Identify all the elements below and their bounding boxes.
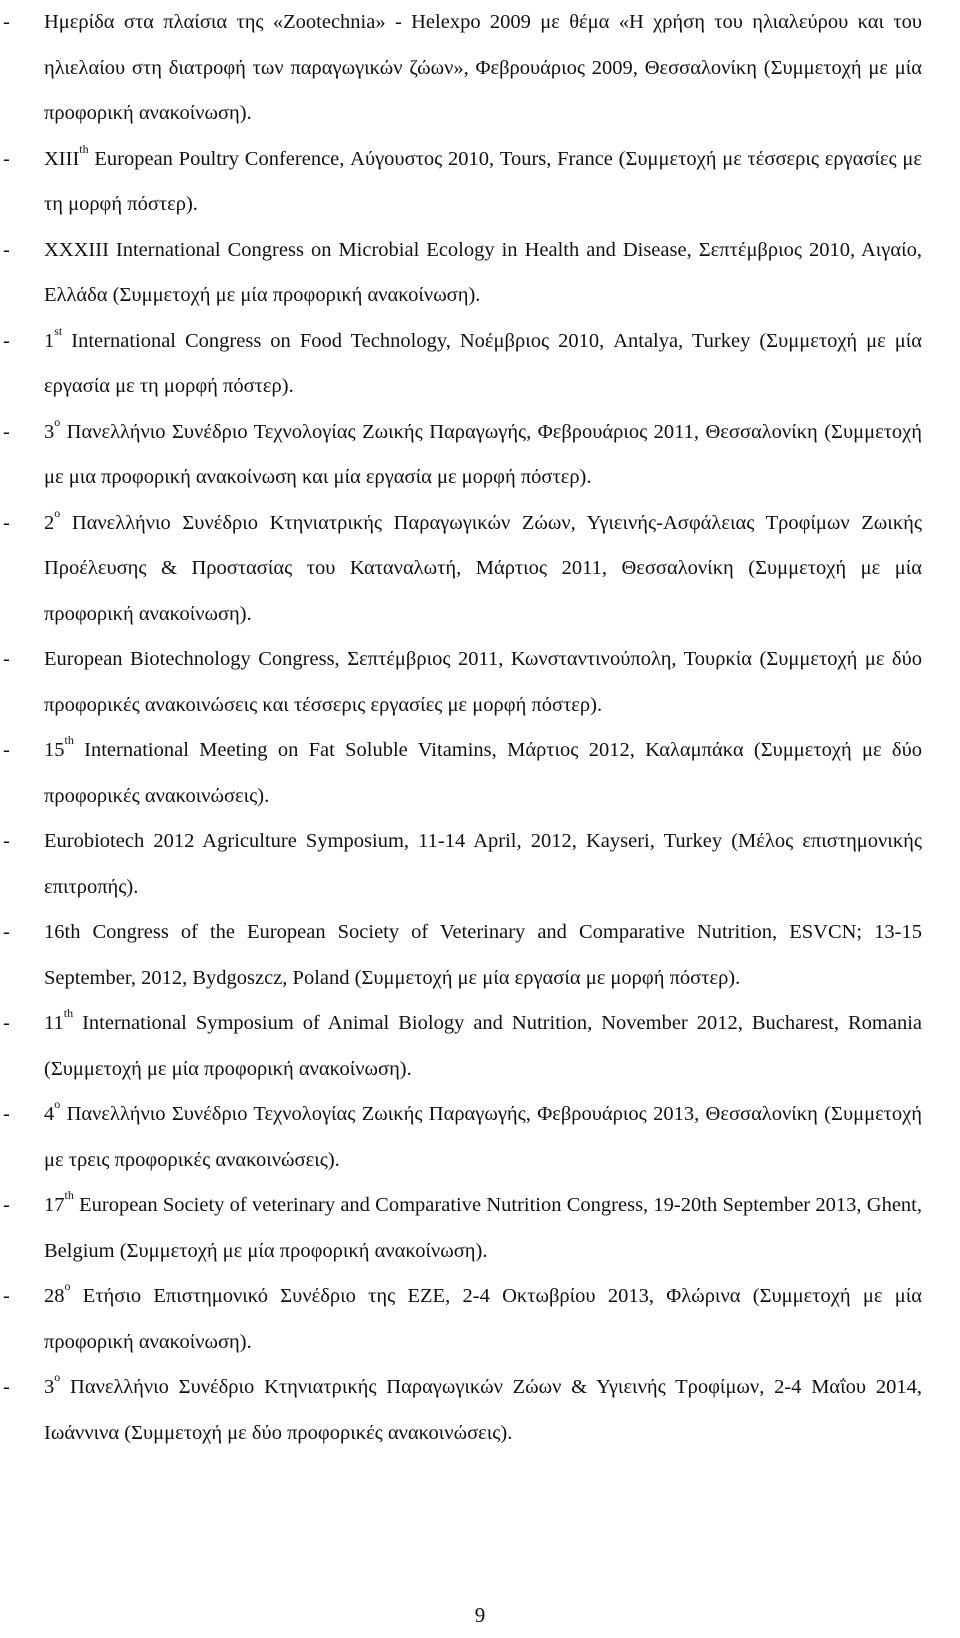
ordinal-suffix: st [54,323,63,338]
entry-text-continued: International Meeting on Fat Soluble Vitamins, Μάρτιος 2012, Καλαμπάκα (Συμμετοχή με δύο προφορικές ανακοινώσεις). [44,739,922,807]
bullet-dash: - [3,11,10,33]
ordinal-suffix: th [64,1188,74,1203]
entry-text-continued: Πανελλήνιο Συνέδριο Κτηνιατρικής Παραγωγικών Ζώων, Υγιεινής-Ασφάλειας Τροφίμων Ζωικής Προέλευσης & Προστασίας του Καταναλωτή, Μάρτιος 2011, Θεσσαλονίκη (Συμμετοχή με μία προφορική ανακοίνωση). [44,511,922,625]
ordinal-suffix: ο [54,414,61,429]
bullet-dash: - [3,238,10,261]
list-item [0,1183,960,1274]
entry-text: 15 [44,739,65,761]
entry-text: 28 [44,1285,65,1307]
bullet-dash: - [3,511,10,534]
entry-text: European Biotechnology Congress, Σεπτέμβριος 2011, Κωνσταντινούπολη, Τουρκία (Συμμετοχή με δύο προφορικές ανακοινώσεις και τέσσερις εργασίες με μορφή πόστερ). [44,648,922,716]
ordinal-suffix: th [79,141,89,156]
entry-text-continued: Πανελλήνιο Συνέδριο Τεχνολογίας Ζωικής Παραγωγής, Φεβρουάριος 2013, Θεσσαλονίκη (Συμμετοχή με τρεις προφορικές ανακοινώσεις). [44,1103,922,1171]
bullet-dash: - [3,147,10,170]
entry-text-continued: International Symposium of Animal Biology and Nutrition, November 2012, Bucharest, Romania (Συμμετοχή με μία προφορική ανακοίνωση). [44,1012,922,1080]
list-item [0,819,960,910]
bullet-dash: - [3,420,10,443]
list-item [0,0,960,137]
entry-text: 2 [44,511,55,534]
page-number: 9 [474,1603,486,1627]
entry-text-continued: European Society of veterinary and Comparative Nutrition Congress, 19-20th September 2013, Ghent, Belgium (Συμμετοχή με μία προφορική ανακοίνωση). [44,1194,922,1262]
bullet-dash: - [3,1012,10,1034]
entry-text: Eurobiotech 2012 Agriculture Symposium, 11-14 April, 2012, Kayseri, Turkey (Μέλος επιστημονικής επιτροπής). [44,830,922,898]
ordinal-suffix: th [64,733,74,748]
bullet-dash: - [3,1285,10,1307]
list-item [0,319,960,410]
list-item [0,728,960,819]
ordinal-suffix: th [63,1006,74,1021]
bullet-dash: - [3,921,10,943]
entry-text-continued: International Congress on Food Technology, Νοέμβριος 2010, Antalya, Turkey (Συμμετοχή με μία εργασία με τη μορφή πόστερ). [44,329,922,397]
bullet-dash: - [3,648,10,670]
entry-text: 3 [44,420,55,443]
list-item [0,1092,960,1183]
list-item [0,137,960,228]
entry-text-continued: European Poultry Conference, Αύγουστος 2010, Tours, France (Συμμετοχή με τέσσερις εργασίες με τη μορφή πόστερ). [44,147,922,215]
entry-text: 3 [44,1376,55,1398]
entry-text: XXXIII International Congress on Microbial Ecology in Health and Disease, Σεπτέμβριος 2010, Αιγαίο, Ελλάδα (Συμμετοχή με μία προφορική ανακοίνωση). [44,238,922,306]
entry-text: 1 [44,329,55,352]
bullet-dash: - [3,739,10,761]
entry-text: 17 [44,1194,65,1216]
bullet-dash: - [3,830,10,852]
bullet-dash: - [3,1376,10,1398]
bullet-dash: - [3,1194,10,1216]
bullet-dash: - [3,1103,10,1125]
list-item [0,637,960,728]
list-item [0,910,960,1001]
list-item [0,501,960,638]
list-item [0,1365,960,1456]
entry-text: 4 [44,1103,55,1125]
list-item [0,1001,960,1092]
bullet-dash: - [3,329,10,352]
ordinal-suffix: ο [54,505,61,520]
ordinal-suffix: ο [54,1097,61,1112]
ordinal-suffix: ο [54,1370,61,1385]
entry-text: 16th Congress of the European Society of Veterinary and Comparative Nutrition, ESVCN; 13-15 September, 2012, Bydgoszcz, Poland (Συμμετοχή με μία εργασία με μορφή πόστερ). [44,921,922,989]
list-item [0,410,960,501]
entry-text-continued: Πανελλήνιο Συνέδριο Τεχνολογίας Ζωικής Παραγωγής, Φεβρουάριος 2011, Θεσσαλονίκη (Συμμετοχή με μια προφορική ανακοίνωση και μία εργασία με μορφή πόστερ). [44,420,922,488]
list-item [0,1274,960,1365]
entry-text-continued: Ετήσιο Επιστημονικό Συνέδριο της ΕΖΕ, 2-4 Οκτωβρίου 2013, Φλώρινα (Συμμετοχή με μία προφορική ανακοίνωση). [44,1285,922,1353]
entry-text: XIII [44,147,80,170]
ordinal-suffix: ο [64,1279,71,1294]
entry-text: 11 [44,1012,64,1034]
list-item [0,228,960,319]
entry-text-continued: Πανελλήνιο Συνέδριο Κτηνιατρικής Παραγωγικών Ζώων & Υγιεινής Τροφίμων, 2-4 Μαΐου 2014, Ιωάννινα (Συμμετοχή με δύο προφορικές ανακοινώσεις). [44,1376,922,1444]
entry-text: Ημερίδα στα πλαίσια της «Zootechnia» - Helexpo 2009 με θέμα «Η χρήση του ηλιαλεύρου και του ηλιελαίου στη διατροφή των παραγωγικών ζώων», Φεβρουάριος 2009, Θεσσαλονίκη (Συμμετοχή με μία προφορική ανακοίνωση). [44,11,922,124]
